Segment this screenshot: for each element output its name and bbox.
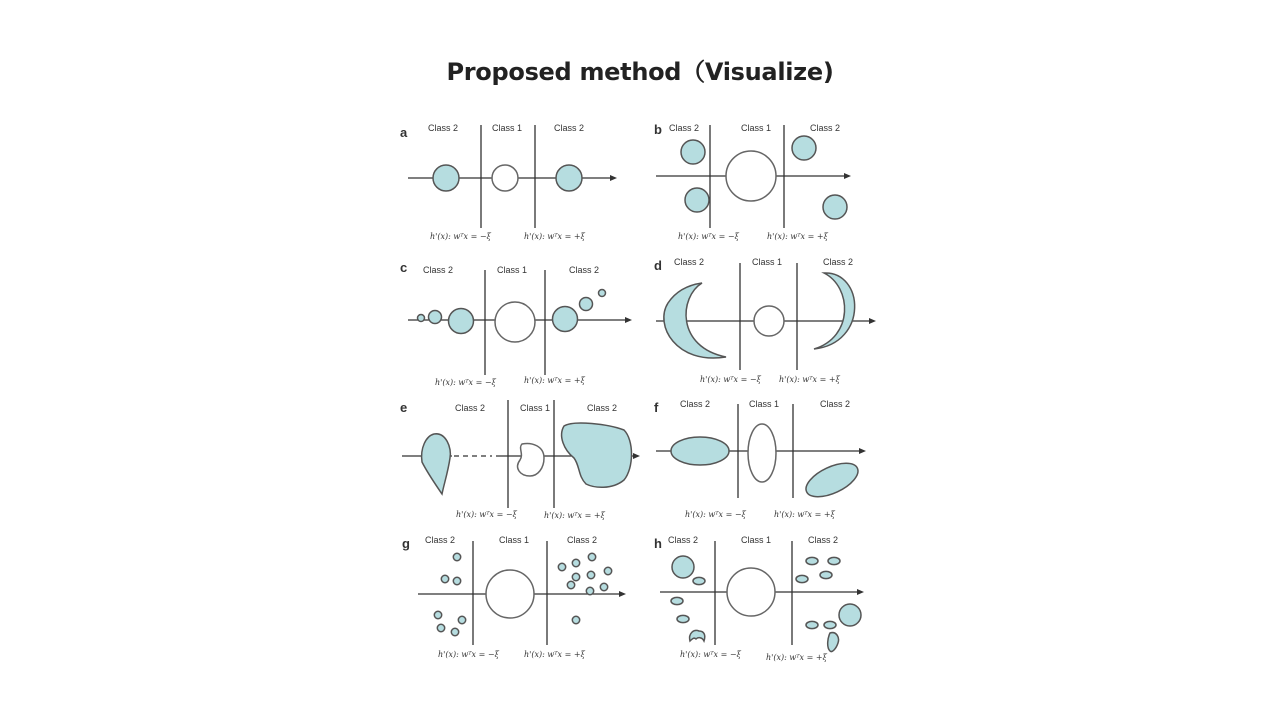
class-label-middle: Class 1 bbox=[497, 265, 528, 275]
class-label-left: Class 2 bbox=[674, 257, 705, 267]
class2-region bbox=[433, 165, 459, 191]
panel-label: d bbox=[654, 258, 662, 273]
panel-d bbox=[654, 255, 904, 385]
class1-region bbox=[726, 151, 776, 201]
panel-label: a bbox=[400, 125, 408, 140]
panel-label: f bbox=[654, 400, 659, 415]
class2-shapes-right bbox=[796, 557, 861, 651]
class2-region bbox=[562, 423, 632, 487]
class-label-right: Class 2 bbox=[569, 265, 600, 275]
equation-left: h'(x): wᵀx = −ξ bbox=[430, 232, 491, 241]
class-label-middle: Class 1 bbox=[741, 535, 772, 545]
equation-right: h'(x): wᵀx = +ξ bbox=[524, 650, 585, 659]
equation-right: h'(x): wᵀx = +ξ bbox=[779, 375, 840, 384]
panel-e bbox=[398, 396, 648, 526]
equation-right: h'(x): wᵀx = +ξ bbox=[524, 232, 585, 241]
class2-region bbox=[429, 311, 442, 324]
equation-left: h'(x): wᵀx = −ξ bbox=[435, 378, 496, 387]
class1-region bbox=[727, 568, 775, 616]
class2-region bbox=[671, 437, 729, 465]
equation-left: h'(x): wᵀx = −ξ bbox=[678, 232, 739, 241]
class-label-right: Class 2 bbox=[820, 399, 851, 409]
class2-region bbox=[580, 298, 593, 311]
class2-region bbox=[681, 140, 705, 164]
class2-region bbox=[556, 165, 582, 191]
class2-region bbox=[792, 136, 816, 160]
panel-b bbox=[654, 120, 904, 250]
class-label-left: Class 2 bbox=[680, 399, 711, 409]
equation-left: h'(x): wᵀx = −ξ bbox=[700, 375, 761, 384]
class-label-left: Class 2 bbox=[428, 123, 459, 133]
class-label-right: Class 2 bbox=[567, 535, 598, 545]
panel-label: e bbox=[400, 400, 408, 415]
class2-region bbox=[599, 290, 606, 297]
class2-region bbox=[823, 195, 847, 219]
class-label-right: Class 2 bbox=[823, 257, 854, 267]
class2-region bbox=[422, 434, 451, 494]
panel-label: h bbox=[654, 536, 662, 551]
class2-region bbox=[418, 315, 425, 322]
class-label-middle: Class 1 bbox=[492, 123, 523, 133]
panel-a bbox=[398, 120, 648, 250]
class1-region bbox=[748, 424, 776, 482]
class2-region bbox=[449, 309, 474, 334]
panel-a-diagram bbox=[398, 120, 648, 250]
panel-label: c bbox=[400, 260, 408, 275]
class1-region bbox=[518, 444, 544, 476]
class2-region bbox=[814, 273, 855, 349]
equation-left: h'(x): wᵀx = −ξ bbox=[456, 510, 517, 519]
panel-h-diagram bbox=[654, 533, 904, 663]
equation-right: h'(x): wᵀx = +ξ bbox=[544, 511, 605, 520]
panel-label: b bbox=[654, 122, 662, 137]
equation-right: h'(x): wᵀx = +ξ bbox=[524, 376, 585, 385]
class1-region bbox=[495, 302, 535, 342]
class1-region bbox=[492, 165, 518, 191]
panel-f-diagram bbox=[654, 396, 904, 526]
class-label-left: Class 2 bbox=[669, 123, 700, 133]
panel-g bbox=[398, 533, 648, 663]
class1-region bbox=[486, 570, 534, 618]
class-label-left: Class 2 bbox=[455, 403, 486, 413]
class-label-right: Class 2 bbox=[810, 123, 841, 133]
panel-g-diagram bbox=[398, 533, 648, 663]
class-label-right: Class 2 bbox=[587, 403, 618, 413]
class2-region bbox=[801, 456, 863, 503]
equation-left: h'(x): wᵀx = −ξ bbox=[680, 650, 741, 659]
class-label-middle: Class 1 bbox=[752, 257, 783, 267]
class-label-left: Class 2 bbox=[668, 535, 699, 545]
panel-h bbox=[654, 533, 904, 663]
equation-left: h'(x): wᵀx = −ξ bbox=[685, 510, 746, 519]
panel-label: g bbox=[402, 536, 410, 551]
equation-right: h'(x): wᵀx = +ξ bbox=[766, 653, 827, 662]
equation-right: h'(x): wᵀx = +ξ bbox=[774, 510, 835, 519]
class2-points-right bbox=[558, 553, 611, 623]
class-label-right: Class 2 bbox=[808, 535, 839, 545]
class-label-left: Class 2 bbox=[425, 535, 456, 545]
class-label-middle: Class 1 bbox=[499, 535, 530, 545]
class-label-middle: Class 1 bbox=[520, 403, 551, 413]
class-label-left: Class 2 bbox=[423, 265, 454, 275]
panel-d-diagram bbox=[654, 255, 904, 385]
class-label-middle: Class 1 bbox=[741, 123, 772, 133]
panel-e-diagram bbox=[398, 396, 648, 526]
panel-c bbox=[398, 260, 648, 390]
class-label-right: Class 2 bbox=[554, 123, 585, 133]
class-label-middle: Class 1 bbox=[749, 399, 780, 409]
equation-right: h'(x): wᵀx = +ξ bbox=[767, 232, 828, 241]
class2-shapes-left bbox=[671, 556, 705, 641]
panel-c-diagram bbox=[398, 260, 648, 390]
class2-region bbox=[685, 188, 709, 212]
page-title: Proposed method（Visualize) bbox=[446, 58, 834, 86]
panel-b-diagram bbox=[654, 120, 904, 250]
equation-left: h'(x): wᵀx = −ξ bbox=[438, 650, 499, 659]
class1-region bbox=[754, 306, 784, 336]
panel-f bbox=[654, 396, 904, 526]
class2-region bbox=[553, 307, 578, 332]
